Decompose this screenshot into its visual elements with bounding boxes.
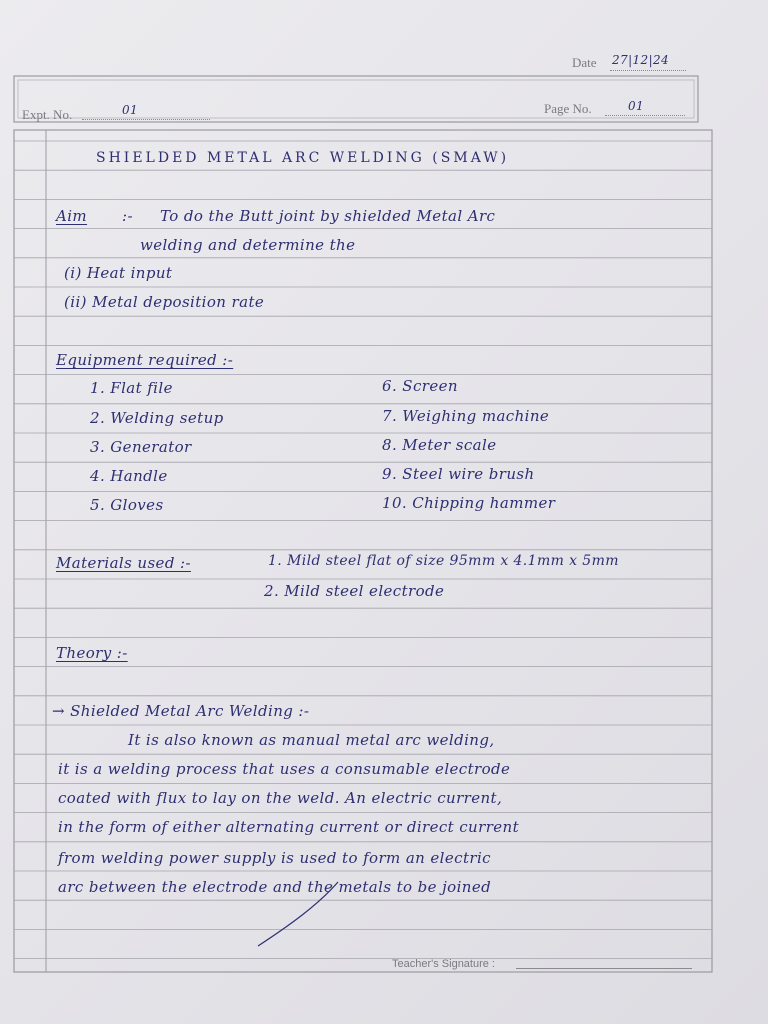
theory-heading: Theory :- [56, 644, 128, 662]
equipment-item: 1. Flat file [90, 379, 173, 397]
theory-line: coated with flux to lay on the weld. An electric current, [58, 789, 503, 807]
aim-label: Aim [56, 207, 88, 225]
aim-line-1: To do the Butt joint by shielded Metal Arc [160, 207, 496, 225]
theory-line: it is a welding process that uses a consumable electrode [58, 760, 511, 778]
equipment-heading: Equipment required :- [56, 351, 234, 369]
materials-heading: Materials used :- [56, 554, 191, 572]
date-label: Date [572, 55, 597, 70]
date-line [610, 70, 686, 71]
page-title: SHIELDED METAL ARC WELDING (SMAW) [96, 150, 510, 166]
expt-value: 01 [122, 103, 139, 117]
equipment-item: 6. Screen [382, 377, 458, 395]
equipment-item: 10. Chipping hammer [382, 494, 556, 512]
signature-label: Teacher's Signature : [392, 958, 495, 970]
aim-sep: :- [122, 207, 133, 225]
theory-line: arc between the electrode and the metals to be joined [58, 878, 492, 896]
page-label: Page No. [544, 101, 592, 116]
theory-line: It is also known as manual metal arc welding, [128, 731, 495, 749]
equipment-item: 2. Welding setup [90, 409, 224, 427]
aim-item-1: (i) Heat input [64, 264, 173, 282]
equipment-item: 3. Generator [90, 438, 192, 456]
material-item: 2. Mild steel electrode [264, 582, 445, 600]
theory-line: from welding power supply is used to form an electric [58, 849, 491, 867]
material-item: 1. Mild steel flat of size 95mm x 4.1mm x 5mm [268, 553, 619, 569]
page-line [605, 115, 685, 116]
page-value: 01 [628, 99, 645, 113]
aim-item-2: (ii) Metal deposition rate [64, 293, 265, 311]
expt-label: Expt. No. [22, 107, 73, 122]
expt-line [82, 119, 210, 120]
equipment-item: 4. Handle [90, 467, 168, 485]
aim-line-2: welding and determine the [140, 236, 356, 254]
equipment-item: 9. Steel wire brush [382, 465, 535, 483]
theory-subheading: → Shielded Metal Arc Welding :- [52, 702, 310, 720]
theory-line: in the form of either alternating current or direct current [58, 818, 520, 836]
equipment-item: 8. Meter scale [382, 436, 497, 454]
signature-line[interactable] [516, 968, 692, 969]
equipment-item: 5. Gloves [90, 496, 164, 514]
date-value: 27|12|24 [612, 53, 670, 67]
equipment-item: 7. Weighing machine [382, 407, 550, 425]
